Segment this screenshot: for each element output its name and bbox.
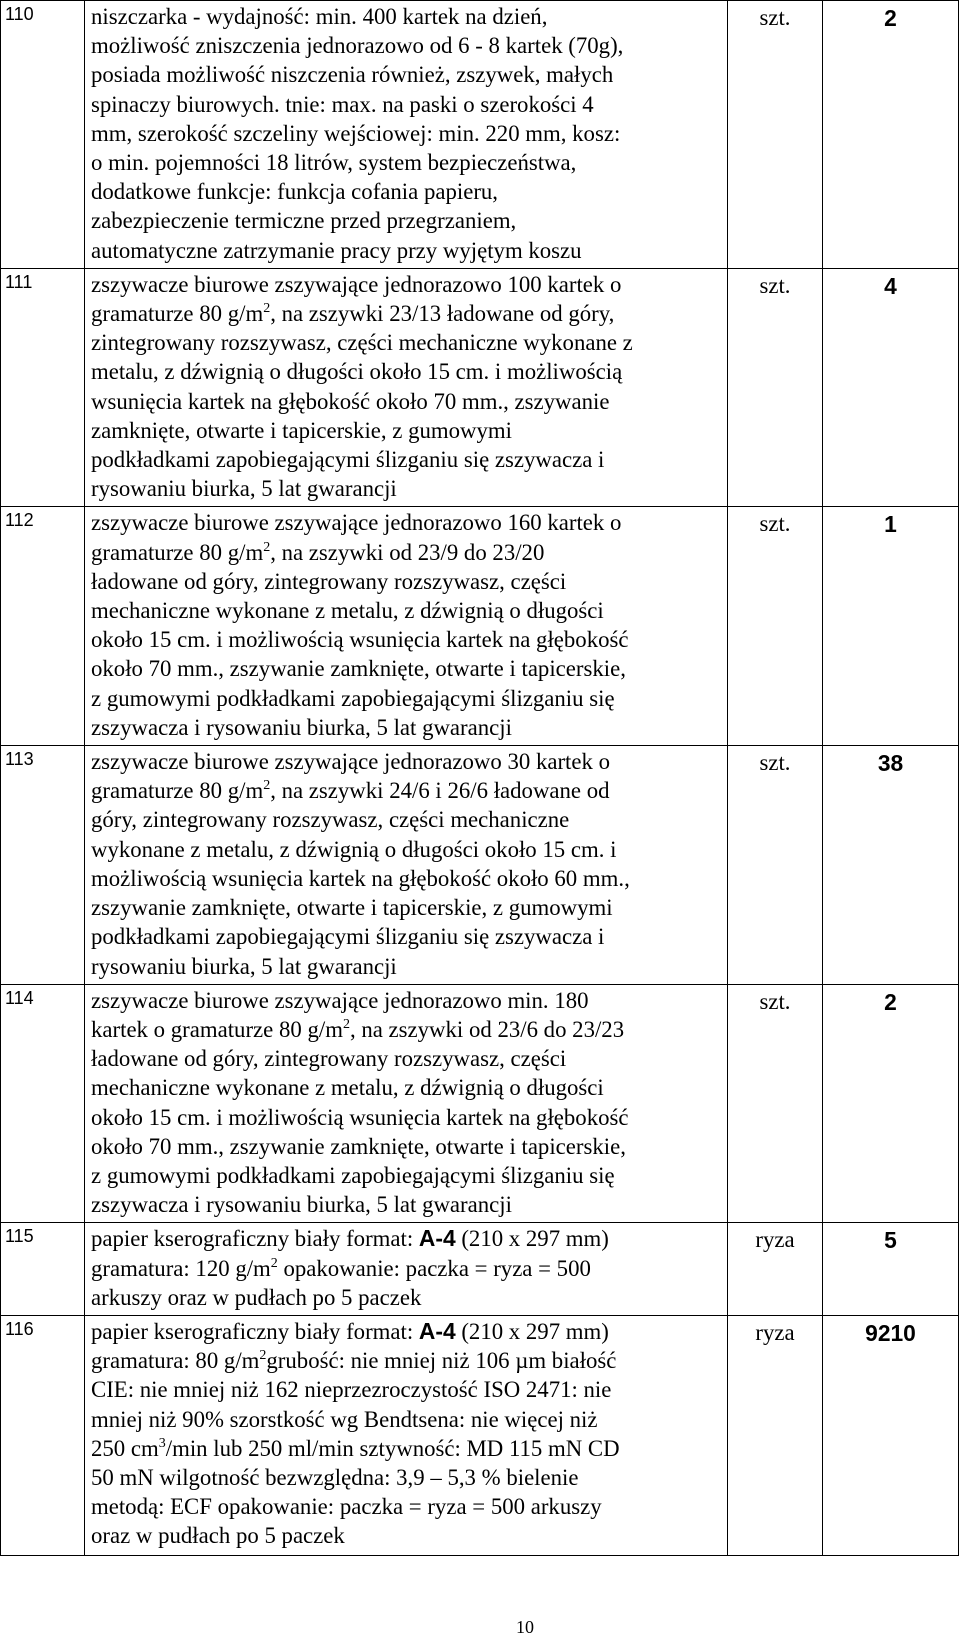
text-segment: , na zszywki 24/6 i 26/6 ładowane od [270, 778, 610, 804]
text-segment: /min lub 250 ml/min sztywność: MD 115 mN CD [165, 1435, 620, 1461]
table-row [1, 1315, 959, 1555]
description-line: zszywacze biurowe zszywające jednorazowo 160 kartek o [91, 510, 622, 536]
description-line: mechaniczne wykonane z metalu, z dźwignią o długości [91, 598, 604, 624]
superscript: 2 [263, 778, 271, 794]
item-description [85, 268, 728, 507]
text-segment: 250 cm [91, 1435, 159, 1461]
unit-cell: szt. [728, 268, 823, 507]
item-description [85, 1, 728, 269]
quantity-cell: 2 [823, 1, 959, 269]
description-line: zszywacze biurowe zszywające jednorazowo 100 kartek o [91, 271, 622, 297]
table-row [1, 984, 959, 1223]
description-line: około 15 cm. i możliwością wsunięcia kartek na głębokość [91, 627, 629, 653]
row-number: 110 [1, 1, 85, 269]
item-description [85, 746, 728, 985]
description-line: o min. pojemności 18 litrów, system bezpieczeństwa, [91, 150, 577, 176]
description-line: około 70 mm., zszywanie zamknięte, otwarte i tapicerskie, [91, 1133, 626, 1159]
unit-cell: ryza [728, 1223, 823, 1316]
unit-cell: szt. [728, 746, 823, 985]
text-segment: gramaturze 80 g/m [91, 301, 264, 327]
description-line: oraz w pudłach po 5 paczek [91, 1523, 345, 1549]
row-number: 111 [1, 268, 85, 507]
description-line: około 70 mm., zszywanie zamknięte, otwarte i tapicerskie, [91, 656, 626, 682]
superscript: 2 [263, 301, 271, 317]
paper-format: A-4 [418, 1225, 456, 1252]
text-segment: gramaturze 80 g/m [91, 539, 264, 565]
description-line: podkładkami zapobiegającymi ślizganiu się zszywacza i [91, 924, 605, 950]
description-line: rysowaniu biurka, 5 lat gwarancji [91, 953, 397, 979]
description-line [91, 1346, 723, 1375]
description-line: CIE: nie mniej niż 162 nieprzezroczystość ISO 2471: nie [91, 1377, 612, 1403]
text-segment: , na zszywki 23/13 ładowane od góry, [270, 301, 615, 327]
text-segment: , na zszywki od 23/6 do 23/23 [349, 1016, 625, 1042]
row-number: 113 [1, 746, 85, 985]
description-line [91, 1015, 723, 1044]
description-line: zszywacze biurowe zszywające jednorazowo min. 180 [91, 987, 589, 1013]
description-line: zamknięte, otwarte i tapicerskie, z gumowymi [91, 417, 512, 443]
table-row [1, 746, 959, 985]
description-line [91, 538, 723, 567]
description-line [91, 299, 723, 328]
description-line [91, 1317, 723, 1346]
description-line: możliwością wsunięcia kartek na głębokość około 60 mm., [91, 865, 630, 891]
superscript: 2 [270, 1255, 278, 1271]
description-line [91, 1434, 723, 1463]
item-description [85, 984, 728, 1223]
description-line: automatyczne zatrzymanie pracy przy wyjętym koszu [91, 237, 582, 263]
description-line: zszywacza i rysowaniu biurka, 5 lat gwarancji [91, 1192, 512, 1218]
description-line: dodatkowe funkcje: funkcja cofania papieru, [91, 179, 499, 205]
text-segment: papier kserograficzny biały format: [91, 1226, 419, 1252]
description-line: zszywacze biurowe zszywające jednorazowo 30 kartek o [91, 749, 611, 775]
table-row [1, 507, 959, 746]
description-line: wsunięcia kartek na głębokość około 70 mm., zszywanie [91, 388, 610, 414]
text-segment: (210 x 297 mm) [455, 1318, 609, 1344]
description-line [91, 1254, 723, 1283]
quantity-cell: 2 [823, 984, 959, 1223]
description-line: 50 mN wilgotność bezwzględna: 3,9 – 5,3 % bielenie [91, 1464, 579, 1490]
description-line: zintegrowany rozszywasz, części mechaniczne wykonane z [91, 330, 633, 356]
superscript: 2 [259, 1348, 267, 1364]
text-segment: grubość: nie mniej niż 106 µm białość [266, 1348, 617, 1374]
description-line: arkuszy oraz w pudłach po 5 paczek [91, 1284, 422, 1310]
description-line: metalu, z dźwignią o długości około 15 cm. i możliwością [91, 359, 623, 385]
row-number: 114 [1, 984, 85, 1223]
description-line: posiada możliwość niszczenia również, zszywek, małych [91, 62, 614, 88]
description-line: zszywanie zamknięte, otwarte i tapicerskie, z gumowymi [91, 895, 613, 921]
unit-cell: szt. [728, 984, 823, 1223]
description-line: metodą: ECF opakowanie: paczka = ryza = 500 arkuszy [91, 1494, 602, 1520]
description-line: mechaniczne wykonane z metalu, z dźwignią o długości [91, 1075, 604, 1101]
description-line: zszywacza i rysowaniu biurka, 5 lat gwarancji [91, 714, 512, 740]
table-row [1, 268, 959, 507]
table-row [1, 1, 959, 269]
unit-cell: szt. [728, 1, 823, 269]
quantity-cell: 4 [823, 268, 959, 507]
description-line: mniej niż 90% szorstkość wg Bendtsena: nie więcej niż [91, 1406, 598, 1432]
description-line: wykonane z metalu, z dźwignią o długości około 15 cm. i [91, 836, 617, 862]
text-segment: gramatura: 120 g/m [91, 1255, 271, 1281]
row-number: 116 [1, 1315, 85, 1555]
superscript: 3 [158, 1435, 166, 1451]
text-segment: (210 x 297 mm) [455, 1226, 609, 1252]
text-segment: , na zszywki od 23/9 do 23/20 [270, 539, 545, 565]
item-description [85, 507, 728, 746]
text-segment: gramatura: 80 g/m [91, 1348, 260, 1374]
description-line: z gumowymi podkładkami zapobiegającymi ślizganiu się [91, 685, 615, 711]
unit-cell: ryza [728, 1315, 823, 1555]
description-line: niszczarka - wydajność: min. 400 kartek na dzień, [91, 4, 548, 29]
description-line: ładowane od góry, zintegrowany rozszywasz, części [91, 1046, 567, 1072]
quantity-cell: 5 [823, 1223, 959, 1316]
description-line: góry, zintegrowany rozszywasz, części mechaniczne [91, 807, 570, 833]
superscript: 2 [263, 539, 271, 555]
paper-format: A-4 [418, 1317, 456, 1344]
row-number: 115 [1, 1223, 85, 1316]
description-line: rysowaniu biurka, 5 lat gwarancji [91, 476, 397, 502]
description-line: spinaczy biurowych. tnie: max. na paski o szerokości 4 [91, 91, 594, 117]
description-line: ładowane od góry, zintegrowany rozszywasz, części [91, 568, 567, 594]
description-line: możliwość zniszczenia jednorazowo od 6 - 8 kartek (70g), [91, 33, 624, 59]
unit-cell: szt. [728, 507, 823, 746]
item-description [85, 1315, 728, 1555]
description-line: mm, szerokość szczeliny wejściowej: min. 220 mm, kosz: [91, 120, 621, 146]
quantity-cell: 38 [823, 746, 959, 985]
page-number: 10 [516, 1617, 534, 1637]
text-segment: kartek o gramaturze 80 g/m [91, 1016, 343, 1042]
description-line [91, 1224, 723, 1253]
text-segment: gramaturze 80 g/m [91, 778, 264, 804]
superscript: 2 [342, 1016, 350, 1032]
quantity-cell: 1 [823, 507, 959, 746]
description-line [91, 776, 723, 805]
description-line: z gumowymi podkładkami zapobiegającymi ślizganiu się [91, 1162, 615, 1188]
quantity-cell: 9210 [823, 1315, 959, 1555]
description-line: około 15 cm. i możliwością wsunięcia kartek na głębokość [91, 1104, 629, 1130]
table-row [1, 1223, 959, 1316]
item-description [85, 1223, 728, 1316]
row-number: 112 [1, 507, 85, 746]
description-line: zabezpieczenie termiczne przed przegrzaniem, [91, 208, 517, 234]
text-segment: opakowanie: paczka = ryza = 500 [277, 1255, 591, 1281]
description-line: podkładkami zapobiegającymi ślizganiu się zszywacza i [91, 447, 605, 473]
text-segment: papier kserograficzny biały format: [91, 1318, 419, 1344]
